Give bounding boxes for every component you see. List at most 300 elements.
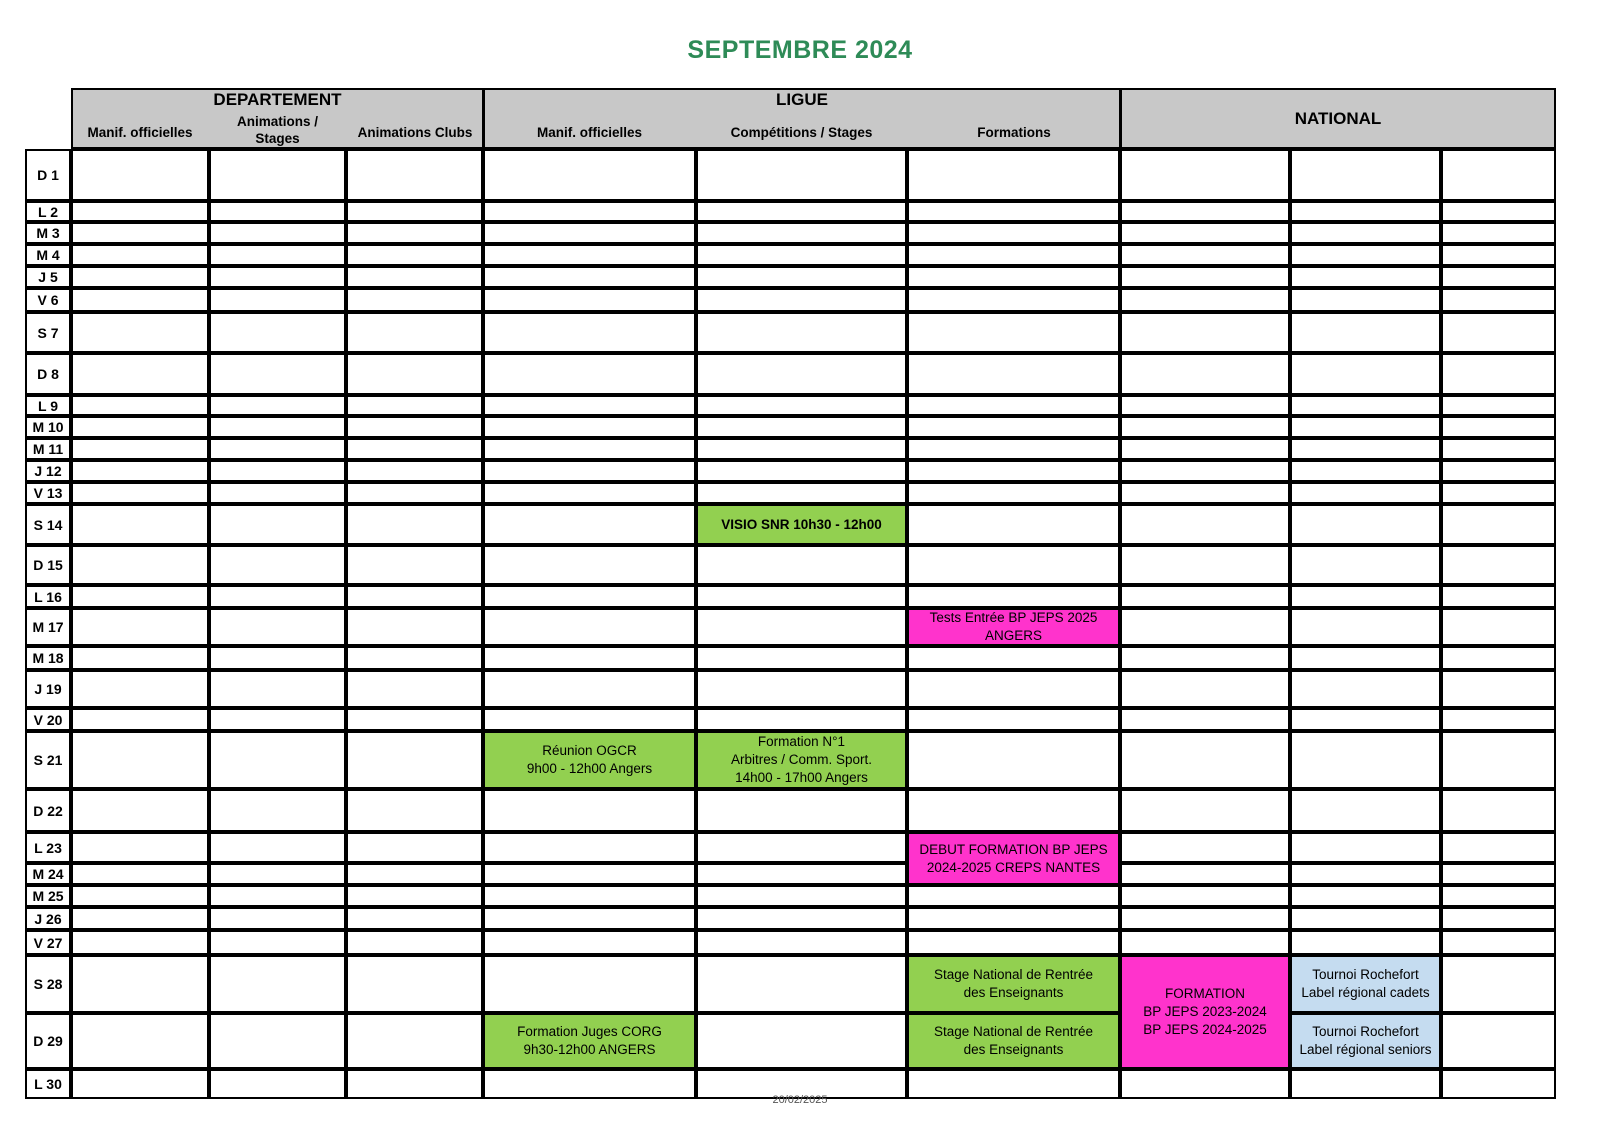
grid-cell xyxy=(346,222,483,244)
day-label: M 11 xyxy=(25,438,71,460)
grid-cell xyxy=(209,460,346,482)
event-cell[interactable]: VISIO SNR 10h30 - 12h00 xyxy=(696,504,907,545)
grid-cell xyxy=(483,789,696,832)
day-label: L 23 xyxy=(25,832,71,863)
grid-cell xyxy=(1290,670,1441,708)
grid-cell xyxy=(483,482,696,504)
grid-cell xyxy=(1120,288,1290,312)
grid-cell xyxy=(483,585,696,608)
grid-cell xyxy=(1290,244,1441,266)
grid-cell xyxy=(696,460,907,482)
grid-cell xyxy=(71,832,209,863)
grid-cell xyxy=(209,930,346,955)
grid-cell xyxy=(696,201,907,222)
grid-cell xyxy=(696,416,907,438)
page-title: SEPTEMBRE 2024 xyxy=(687,36,913,64)
grid-cell xyxy=(1290,907,1441,930)
grid-cell xyxy=(1120,907,1290,930)
grid-cell xyxy=(483,288,696,312)
day-label: L 9 xyxy=(25,395,71,416)
grid-cell xyxy=(907,545,1120,585)
grid-cell xyxy=(346,832,483,863)
day-label: M 17 xyxy=(25,608,71,646)
grid-cell xyxy=(71,438,209,460)
grid-cell xyxy=(1120,504,1290,545)
grid-cell xyxy=(696,353,907,395)
grid-cell xyxy=(1441,222,1556,244)
grid-cell xyxy=(209,585,346,608)
grid-cell xyxy=(1290,438,1441,460)
header-national: NATIONAL xyxy=(1120,88,1556,149)
grid-cell xyxy=(483,395,696,416)
subheader-3: Manif. officielles xyxy=(536,125,643,140)
grid-cell xyxy=(346,585,483,608)
grid-cell xyxy=(346,201,483,222)
grid-cell xyxy=(1441,1013,1556,1069)
grid-cell xyxy=(1441,832,1556,863)
grid-cell xyxy=(1290,460,1441,482)
grid-cell xyxy=(1290,395,1441,416)
subheader-2: Animations Clubs xyxy=(357,125,473,140)
grid-cell xyxy=(483,266,696,288)
grid-cell xyxy=(483,863,696,885)
grid-cell xyxy=(71,646,209,670)
grid-cell xyxy=(907,222,1120,244)
grid-cell xyxy=(696,1013,907,1069)
grid-cell xyxy=(71,708,209,731)
grid-cell xyxy=(209,863,346,885)
day-label: D 22 xyxy=(25,789,71,832)
grid-cell xyxy=(1120,482,1290,504)
grid-cell xyxy=(346,646,483,670)
grid-cell xyxy=(1441,244,1556,266)
grid-cell xyxy=(696,585,907,608)
grid-cell xyxy=(346,863,483,885)
grid-cell xyxy=(209,482,346,504)
grid-cell xyxy=(71,1013,209,1069)
grid-cell xyxy=(483,416,696,438)
grid-cell xyxy=(483,955,696,1013)
grid-cell xyxy=(696,885,907,907)
grid-cell xyxy=(1120,416,1290,438)
grid-cell xyxy=(209,438,346,460)
grid-cell xyxy=(696,312,907,353)
grid-cell xyxy=(1290,731,1441,789)
grid-cell xyxy=(71,608,209,646)
grid-cell xyxy=(71,149,209,201)
grid-cell xyxy=(71,201,209,222)
grid-cell xyxy=(1290,312,1441,353)
day-label: J 26 xyxy=(25,907,71,930)
grid-cell xyxy=(1441,482,1556,504)
grid-cell xyxy=(1290,222,1441,244)
grid-cell xyxy=(1441,646,1556,670)
grid-cell xyxy=(1120,670,1290,708)
grid-cell xyxy=(71,353,209,395)
grid-cell xyxy=(1120,608,1290,646)
grid-cell xyxy=(696,545,907,585)
grid-cell xyxy=(696,708,907,731)
grid-cell xyxy=(71,670,209,708)
grid-cell xyxy=(1290,266,1441,288)
grid-cell xyxy=(71,288,209,312)
grid-cell xyxy=(1290,930,1441,955)
grid-cell xyxy=(1120,201,1290,222)
grid-cell xyxy=(71,907,209,930)
grid-cell xyxy=(1441,585,1556,608)
grid-cell xyxy=(696,608,907,646)
grid-cell xyxy=(696,438,907,460)
grid-cell xyxy=(1120,930,1290,955)
grid-cell xyxy=(696,646,907,670)
grid-cell xyxy=(209,670,346,708)
grid-cell xyxy=(1441,608,1556,646)
grid-cell xyxy=(346,545,483,585)
grid-cell xyxy=(907,460,1120,482)
grid-cell xyxy=(1120,832,1290,863)
grid-cell xyxy=(1441,955,1556,1013)
grid-cell xyxy=(907,395,1120,416)
grid-cell xyxy=(483,244,696,266)
grid-cell xyxy=(1441,416,1556,438)
grid-cell xyxy=(209,201,346,222)
grid-cell xyxy=(71,731,209,789)
day-label: V 27 xyxy=(25,930,71,955)
day-label: J 5 xyxy=(25,266,71,288)
grid-cell xyxy=(1290,504,1441,545)
grid-cell xyxy=(1290,585,1441,608)
grid-cell xyxy=(71,244,209,266)
grid-cell xyxy=(1120,731,1290,789)
grid-cell xyxy=(907,482,1120,504)
event-cell[interactable]: Réunion OGCR 9h00 - 12h00 Angers xyxy=(483,731,696,789)
grid-cell xyxy=(1441,312,1556,353)
grid-cell xyxy=(483,930,696,955)
day-label: V 13 xyxy=(25,482,71,504)
grid-cell xyxy=(209,708,346,731)
grid-cell xyxy=(71,395,209,416)
subheader-4: Compétitions / Stages xyxy=(730,125,873,140)
grid-cell xyxy=(696,907,907,930)
grid-cell xyxy=(1441,907,1556,930)
grid-cell xyxy=(1290,646,1441,670)
grid-cell xyxy=(1120,460,1290,482)
day-label: V 6 xyxy=(25,288,71,312)
grid-cell xyxy=(483,312,696,353)
grid-cell xyxy=(1441,266,1556,288)
grid-cell xyxy=(696,222,907,244)
subheader-0: Manif. officielles xyxy=(87,125,193,140)
grid-cell xyxy=(1120,353,1290,395)
day-label: D 15 xyxy=(25,545,71,585)
day-label: J 19 xyxy=(25,670,71,708)
grid-cell xyxy=(209,244,346,266)
event-cell[interactable]: Tests Entrée BP JEPS 2025 ANGERS xyxy=(907,608,1120,646)
day-label: S 21 xyxy=(25,731,71,789)
grid-cell xyxy=(346,312,483,353)
day-label: M 3 xyxy=(25,222,71,244)
grid-cell xyxy=(1120,545,1290,585)
grid-cell xyxy=(1441,789,1556,832)
grid-cell xyxy=(1290,416,1441,438)
grid-cell xyxy=(209,222,346,244)
grid-cell xyxy=(1290,863,1441,885)
grid-cell xyxy=(209,312,346,353)
grid-cell xyxy=(483,708,696,731)
grid-cell xyxy=(907,789,1120,832)
grid-cell xyxy=(1290,789,1441,832)
day-label: D 29 xyxy=(25,1013,71,1069)
grid-cell xyxy=(209,907,346,930)
grid-cell xyxy=(1441,708,1556,731)
grid-cell xyxy=(696,149,907,201)
grid-cell xyxy=(346,244,483,266)
grid-cell xyxy=(696,955,907,1013)
grid-cell xyxy=(71,222,209,244)
day-label: L 16 xyxy=(25,585,71,608)
grid-cell xyxy=(907,646,1120,670)
grid-cell xyxy=(1441,395,1556,416)
grid-cell xyxy=(696,670,907,708)
grid-cell xyxy=(346,460,483,482)
grid-cell xyxy=(907,930,1120,955)
grid-cell xyxy=(71,863,209,885)
grid-cell xyxy=(1290,201,1441,222)
grid-cell xyxy=(907,244,1120,266)
grid-cell xyxy=(1120,312,1290,353)
grid-cell xyxy=(907,907,1120,930)
grid-cell xyxy=(209,416,346,438)
grid-cell xyxy=(483,438,696,460)
grid-cell xyxy=(71,545,209,585)
grid-cell xyxy=(1290,885,1441,907)
grid-cell xyxy=(1290,708,1441,731)
grid-cell xyxy=(907,266,1120,288)
grid-cell xyxy=(907,708,1120,731)
grid-cell xyxy=(1120,646,1290,670)
grid-cell xyxy=(1441,438,1556,460)
grid-cell xyxy=(1441,885,1556,907)
grid-cell xyxy=(907,504,1120,545)
grid-cell xyxy=(209,288,346,312)
grid-cell xyxy=(483,201,696,222)
grid-cell xyxy=(483,149,696,201)
grid-cell xyxy=(907,201,1120,222)
grid-cell xyxy=(1120,266,1290,288)
grid-cell xyxy=(209,545,346,585)
grid-cell xyxy=(1441,863,1556,885)
subheader-5: Formations xyxy=(977,125,1051,140)
event-cell[interactable]: Stage National de Rentrée des Enseignants xyxy=(907,1013,1120,1069)
grid-cell xyxy=(1290,832,1441,863)
footer-date: 20/02/2025 xyxy=(772,1094,828,1106)
grid-cell xyxy=(1290,482,1441,504)
grid-cell xyxy=(1290,608,1441,646)
day-label: M 25 xyxy=(25,885,71,907)
grid-cell xyxy=(1290,149,1441,201)
grid-cell xyxy=(1441,504,1556,545)
grid-cell xyxy=(71,885,209,907)
grid-cell xyxy=(1120,585,1290,608)
grid-cell xyxy=(1441,353,1556,395)
grid-cell xyxy=(1441,930,1556,955)
grid-cell xyxy=(71,585,209,608)
day-label: J 12 xyxy=(25,460,71,482)
day-label: M 24 xyxy=(25,863,71,885)
grid-cell xyxy=(483,885,696,907)
grid-cell xyxy=(346,907,483,930)
grid-cell xyxy=(71,504,209,545)
grid-cell xyxy=(907,288,1120,312)
event-cell[interactable]: Stage National de Rentrée des Enseignants xyxy=(907,955,1120,1013)
grid-cell xyxy=(483,608,696,646)
subheader-1: Animations / Stages xyxy=(236,114,318,146)
grid-cell xyxy=(1441,670,1556,708)
grid-cell xyxy=(346,955,483,1013)
grid-cell xyxy=(209,266,346,288)
day-label: M 4 xyxy=(25,244,71,266)
grid-cell xyxy=(907,312,1120,353)
grid-cell xyxy=(1441,545,1556,585)
grid-cell xyxy=(346,789,483,832)
grid-cell xyxy=(907,416,1120,438)
grid-cell xyxy=(1120,708,1290,731)
grid-cell xyxy=(346,708,483,731)
grid-cell xyxy=(483,670,696,708)
grid-cell xyxy=(1120,222,1290,244)
grid-cell xyxy=(696,244,907,266)
grid-cell xyxy=(209,646,346,670)
grid-cell xyxy=(696,395,907,416)
grid-cell xyxy=(1441,149,1556,201)
grid-cell xyxy=(696,863,907,885)
grid-cell xyxy=(483,545,696,585)
grid-cell xyxy=(71,416,209,438)
header-ligue-label: LIGUE xyxy=(776,90,828,109)
day-label: L 2 xyxy=(25,201,71,222)
grid-cell xyxy=(346,731,483,789)
grid-cell xyxy=(1120,885,1290,907)
grid-cell xyxy=(346,670,483,708)
grid-cell xyxy=(907,885,1120,907)
grid-cell xyxy=(71,955,209,1013)
grid-cell xyxy=(71,460,209,482)
grid-cell xyxy=(483,646,696,670)
grid-cell xyxy=(483,353,696,395)
grid-cell xyxy=(483,907,696,930)
grid-cell xyxy=(696,482,907,504)
grid-cell xyxy=(696,266,907,288)
grid-cell xyxy=(1120,149,1290,201)
day-label: M 10 xyxy=(25,416,71,438)
grid-cell xyxy=(483,460,696,482)
grid-cell xyxy=(483,832,696,863)
grid-cell xyxy=(907,353,1120,395)
grid-cell xyxy=(209,885,346,907)
grid-cell xyxy=(696,930,907,955)
grid-cell xyxy=(907,149,1120,201)
grid-cell xyxy=(346,930,483,955)
event-cell[interactable]: FORMATION BP JEPS 2023-2024 BP JEPS 2024-2025 xyxy=(1120,955,1290,1069)
header-departement-label: DEPARTEMENT xyxy=(213,90,342,109)
grid-cell xyxy=(1290,545,1441,585)
grid-cell xyxy=(1441,460,1556,482)
grid-cell xyxy=(346,353,483,395)
grid-cell xyxy=(1120,863,1290,885)
grid-cell xyxy=(209,149,346,201)
grid-cell xyxy=(346,608,483,646)
grid-cell xyxy=(209,608,346,646)
grid-cell xyxy=(696,832,907,863)
grid-cell xyxy=(71,789,209,832)
event-cell[interactable]: Tournoi Rochefort Label régional seniors xyxy=(1290,1013,1441,1069)
grid-cell xyxy=(1290,288,1441,312)
grid-cell xyxy=(209,395,346,416)
grid-cell xyxy=(209,1013,346,1069)
grid-cell xyxy=(71,930,209,955)
event-cell[interactable]: Tournoi Rochefort Label régional cadets xyxy=(1290,955,1441,1013)
grid-cell xyxy=(209,789,346,832)
grid-cell xyxy=(209,504,346,545)
day-label: L 30 xyxy=(25,1069,71,1099)
grid-cell xyxy=(346,266,483,288)
grid-cell xyxy=(696,288,907,312)
day-label: D 8 xyxy=(25,353,71,395)
grid-cell xyxy=(907,670,1120,708)
day-label: S 28 xyxy=(25,955,71,1013)
grid-cell xyxy=(209,832,346,863)
day-label: M 18 xyxy=(25,646,71,670)
grid-cell xyxy=(1290,353,1441,395)
grid-cell xyxy=(346,482,483,504)
grid-cell xyxy=(696,789,907,832)
day-label: S 7 xyxy=(25,312,71,353)
day-label: S 14 xyxy=(25,504,71,545)
grid-cell xyxy=(209,955,346,1013)
grid-cell xyxy=(483,504,696,545)
grid-cell xyxy=(346,885,483,907)
grid-cell xyxy=(346,416,483,438)
grid-cell xyxy=(483,222,696,244)
event-cell[interactable]: DEBUT FORMATION BP JEPS 2024-2025 CREPS NANTES xyxy=(907,832,1120,885)
grid-cell xyxy=(1120,244,1290,266)
grid-cell xyxy=(907,731,1120,789)
grid-cell xyxy=(1120,438,1290,460)
grid-cell xyxy=(346,149,483,201)
grid-cell xyxy=(71,482,209,504)
grid-cell xyxy=(1120,789,1290,832)
grid-cell xyxy=(346,395,483,416)
grid-cell xyxy=(1441,288,1556,312)
grid-cell xyxy=(71,266,209,288)
event-cell[interactable]: Formation N°1 Arbitres / Comm. Sport. 14h00 - 17h00 Angers xyxy=(696,731,907,789)
grid-cell xyxy=(346,1013,483,1069)
grid-cell xyxy=(907,438,1120,460)
grid-cell xyxy=(1441,201,1556,222)
grid-cell xyxy=(346,504,483,545)
grid-cell xyxy=(209,353,346,395)
grid-cell xyxy=(907,585,1120,608)
grid-cell xyxy=(346,438,483,460)
day-label: D 1 xyxy=(25,149,71,201)
grid-cell xyxy=(346,288,483,312)
grid-cell xyxy=(71,312,209,353)
event-cell[interactable]: Formation Juges CORG 9h30-12h00 ANGERS xyxy=(483,1013,696,1069)
grid-cell xyxy=(209,731,346,789)
grid-cell xyxy=(1441,731,1556,789)
grid-cell xyxy=(1120,395,1290,416)
day-label: V 20 xyxy=(25,708,71,731)
